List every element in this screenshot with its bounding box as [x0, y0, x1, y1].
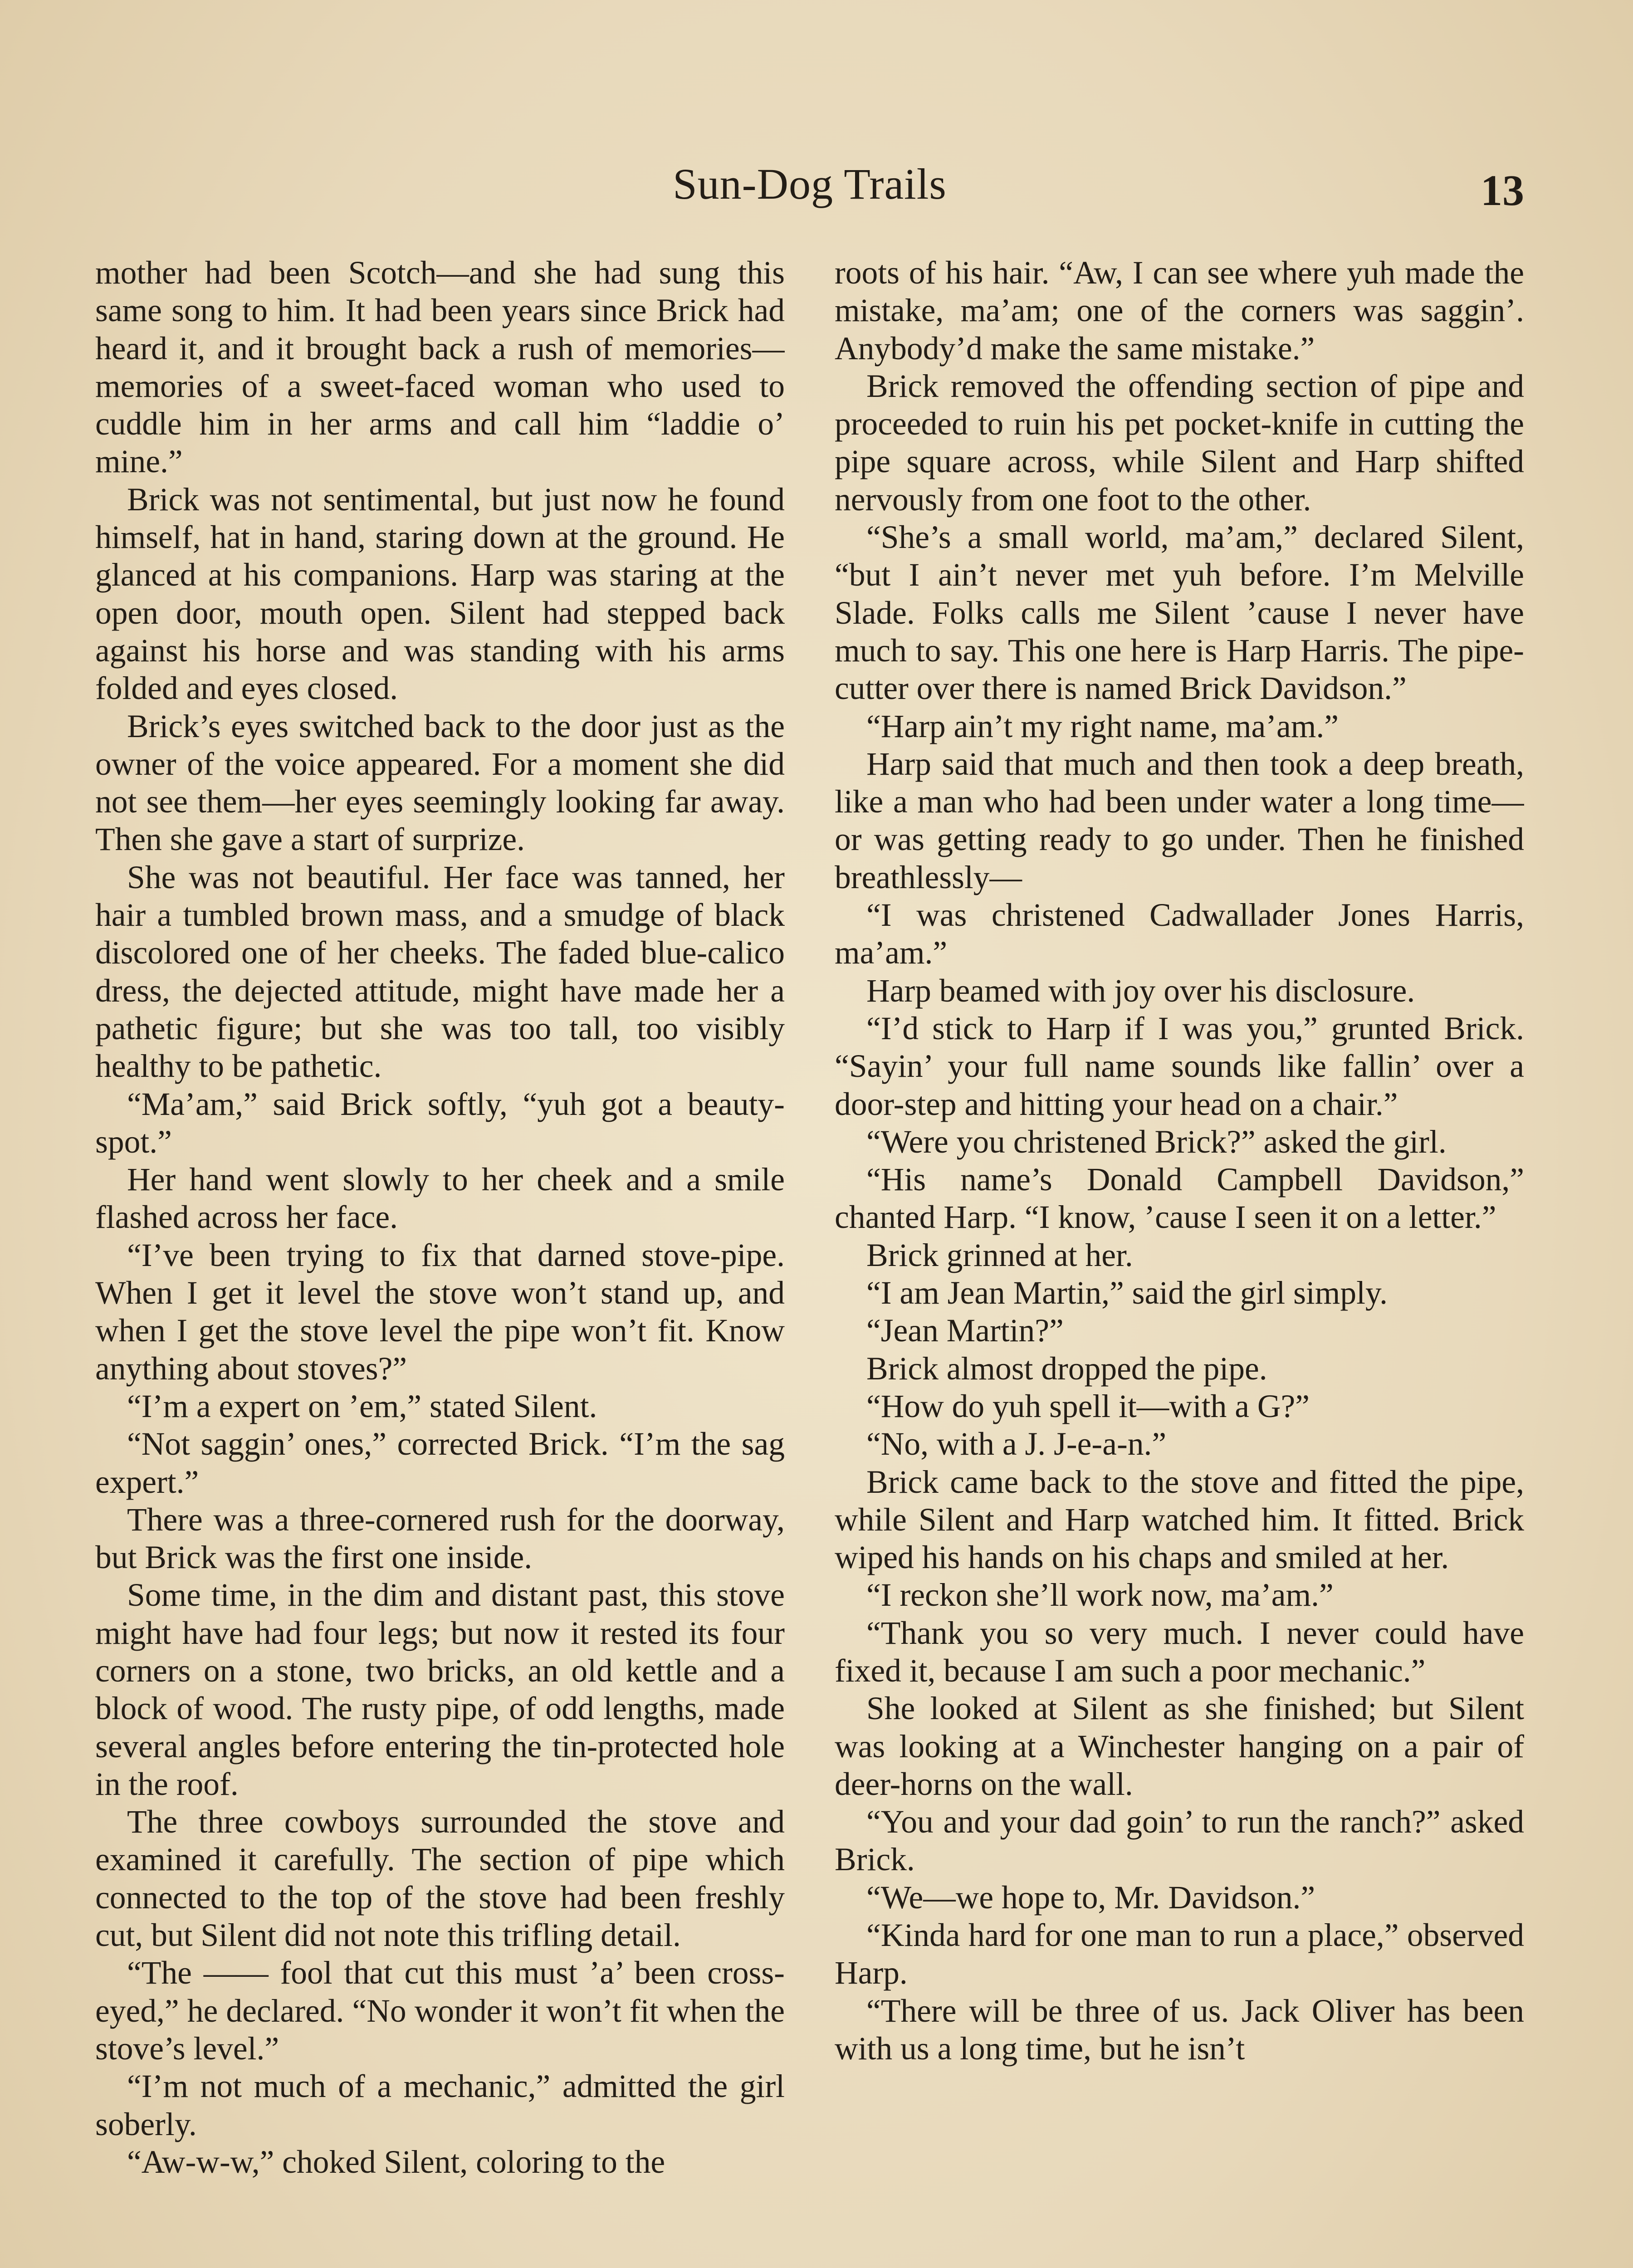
left-column	[95, 254, 785, 2268]
paragraph: “Thank you so very much. I never could have fixed it, because I am such a poor mechanic.”	[835, 1615, 1524, 1689]
paragraph: Brick removed the offending section of pipe and proceeded to ruin his pet pocket-knife in cutting the pipe square across, while Silent and Harp shifted nervously from one foot to the other.	[835, 368, 1524, 518]
paragraph: The three cowboys surrounded the stove and examined it carefully. The section of pipe which connected to the top of the stove had been freshly cut, but Silent did not note this trifling detail.	[95, 1804, 785, 1954]
paragraph: Her hand went slowly to her cheek and a smile flashed across her face.	[95, 1162, 785, 1236]
paragraph: “The —— fool that cut this must ’a’ been cross-eyed,” he declared. “No wonder it won’t fit when the stove’s level.”	[95, 1955, 785, 2067]
paragraph: Brick’s eyes switched back to the door just as the owner of the voice appeared. For a moment she did not see them—her eyes seemingly looking far away. Then she gave a start of surprize.	[95, 708, 785, 858]
paragraph: “I’m not much of a mechanic,” admitted the girl soberly.	[95, 2068, 785, 2142]
text-columns	[95, 254, 1524, 2268]
paragraph: “I was christened Cadwallader Jones Harris, ma’am.”	[835, 897, 1524, 971]
paragraph: “His name’s Donald Campbell Davidson,” chanted Harp. “I know, ’cause I seen it on a letter.”	[835, 1162, 1524, 1236]
paragraph: “Kinda hard for one man to run a place,” observed Harp.	[835, 1917, 1524, 1991]
right-column	[835, 254, 1524, 2268]
paragraph: “Aw-w-w,” choked Silent, coloring to the	[127, 2144, 665, 2180]
paragraph: “I’ve been trying to fix that darned stove-pipe. When I get it level the stove won’t stand up, and when I get the stove level the pipe won’t fit. Know anything about stoves?”	[95, 1237, 785, 1387]
paragraph: “I’d stick to Harp if I was you,” grunted Brick. “Sayin’ your full name sounds like fallin’ over a door-step and hitting your head on a chair.”	[835, 1010, 1524, 1122]
paragraph: roots of his hair. “Aw, I can see where yuh made the mistake, ma’am; one of the corners was saggin’. Anybody’d make the same mistake.”	[835, 255, 1524, 367]
paragraph: Brick grinned at her.	[866, 1237, 1133, 1273]
page-number: 13	[1481, 166, 1524, 215]
paragraph: Brick almost dropped the pipe.	[866, 1350, 1267, 1387]
paragraph: Brick was not sentimental, but just now he found himself, hat in hand, staring down at the ground. He glanced at his companions. Harp was staring at the open door, mouth open. Silent had stepped back against his horse and was standing with his arms folded and eyes closed.	[95, 481, 785, 707]
paragraph: Brick came back to the stove and fitted the pipe, while Silent and Harp watched him. It fitted. Brick wiped his hands on his chaps and smiled at her.	[835, 1464, 1524, 1576]
paragraph: Harp beamed with joy over his disclosure.	[866, 973, 1415, 1009]
paragraph: “Ma’am,” said Brick softly, “yuh got a beauty-spot.”	[95, 1086, 785, 1160]
page-header	[95, 159, 1524, 218]
paragraph: “Not saggin’ ones,” corrected Brick. “I’m the sag expert.”	[95, 1426, 785, 1500]
paragraph: “No, with a J. J-e-a-n.”	[866, 1426, 1167, 1462]
paragraph: “There will be three of us. Jack Oliver has been with us a long time, but he isn’t	[835, 1993, 1524, 2067]
paragraph: Some time, in the dim and distant past, this stove might have had four legs; but now it rested its four corners on a stone, two bricks, an old kettle and a block of wood. The rusty pipe, of odd lengths, made several angles before entering the tin-protected hole in the roof.	[95, 1577, 785, 1802]
paragraph: “We—we hope to, Mr. Davidson.”	[866, 1879, 1315, 1916]
paragraph: Harp said that much and then took a deep breath, like a man who had been under water a long time—or was getting ready to go under. Then he finished breathlessly—	[835, 746, 1524, 895]
running-title: Sun-Dog Trails	[673, 160, 947, 208]
paragraph: “I am Jean Martin,” said the girl simply.	[866, 1275, 1388, 1311]
paragraph: “You and your dad goin’ to run the ranch?” asked Brick.	[835, 1804, 1524, 1878]
paragraph: “How do yuh spell it—with a G?”	[866, 1388, 1310, 1424]
paragraph: “She’s a small world, ma’am,” declared Silent, “but I ain’t never met yuh before. I’m Melville Slade. Folks calls me Silent ’cause I never have much to say. This one here is Harp Harris. The pipe-cutter over there is named Brick Davidson.”	[835, 519, 1524, 707]
paragraph: She looked at Silent as she finished; but Silent was looking at a Winchester hanging on a pair of deer-horns on the wall.	[835, 1691, 1524, 1802]
paragraph: “Jean Martin?”	[866, 1313, 1064, 1349]
paragraph: She was not beautiful. Her face was tanned, her hair a tumbled brown mass, and a smudge of black discolored one of her cheeks. The faded blue-calico dress, the dejected attitude, might have made her a pathetic figure; but she was too tall, too visibly healthy to be pathetic.	[95, 859, 785, 1085]
paragraph: “Were you christened Brick?” asked the girl.	[866, 1124, 1447, 1160]
paragraph: “I reckon she’ll work now, ma’am.”	[866, 1577, 1334, 1613]
paragraph: “Harp ain’t my right name, ma’am.”	[866, 708, 1339, 744]
paragraph: “I’m a expert on ’em,” stated Silent.	[127, 1388, 597, 1424]
paragraph: mother had been Scotch—and she had sung this same song to him. It had been years since Brick had heard it, and it brought back a rush of memories—memories of a sweet-faced woman who used to cuddle him in her arms and call him “laddie o’ mine.”	[95, 255, 785, 480]
paragraph: There was a three-cornered rush for the doorway, but Brick was the first one inside.	[95, 1501, 785, 1576]
